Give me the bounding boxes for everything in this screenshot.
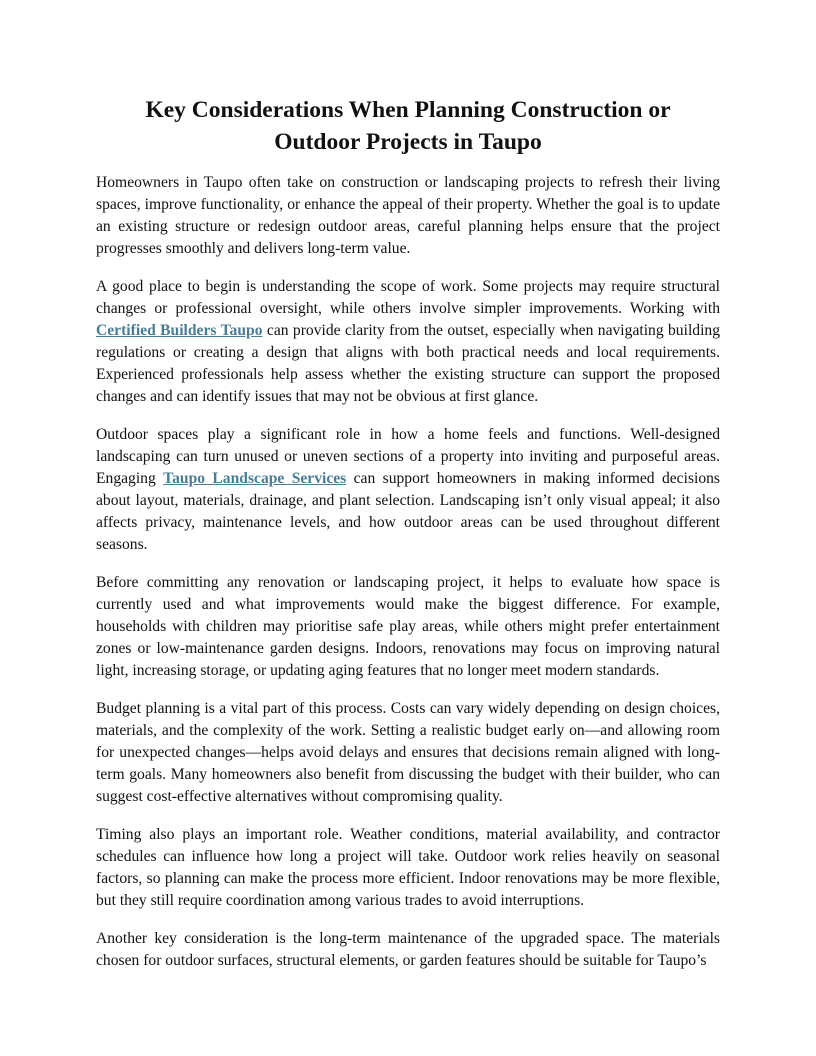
paragraph-timing: Timing also plays an important role. Weather conditions, material availability, and contractor schedules can influence how long a project will take. Outdoor work relies heavily on seasonal factors, so planning can make the process more efficient. Indoor renovations may be more flexible, but they still require coordination among various trades to avoid interruptions.	[96, 826, 720, 909]
paragraph-text-before-link: Outdoor spaces play a significant role in how a home feels and functions. Well-designed landscaping can turn unused or uneven sections of a property into inviting and purposeful areas. Engaging	[96, 426, 720, 487]
title-line-2: Outdoor Projects in Taupo	[274, 129, 542, 155]
certified-builders-link[interactable]: Certified Builders Taupo	[96, 322, 263, 339]
paragraph-text-before-link: A good place to begin is understanding the scope of work. Some projects may require structural changes or professional oversight, while others involve simpler improvements. Working with	[96, 278, 720, 317]
paragraph-budget-planning: Budget planning is a vital part of this process. Costs can vary widely depending on design choices, materials, and the complexity of the work. Setting a realistic budget early on—and allowing room for unexpected changes—helps avoid delays and ensures that decisions remain aligned with long-term goals. Many homeowners also benefit from discussing the budget with their builder, who can suggest cost-effective alternatives without compromising quality.	[96, 700, 720, 805]
paragraph-maintenance: Another key consideration is the long-term maintenance of the upgraded space. The materials chosen for outdoor surfaces, structural elements, or garden features should be suitable for Taupo’s	[96, 930, 720, 969]
paragraph-text-after-link: can support homeowners in making informed decisions about layout, materials, drainage, and plant selection. Landscaping isn’t only visual appeal; it also affects privacy, maintenance levels, and how outdoor areas can be used throughout different seasons.	[96, 470, 721, 553]
page-title	[96, 94, 720, 158]
title-line-1: Key Considerations When Planning Construction or	[145, 97, 671, 123]
paragraph-evaluate-space: Before committing any renovation or landscaping project, it helps to evaluate how space is currently used and what improvements would make the biggest difference. For example, households with children may prioritise safe play areas, while others might prefer entertainment zones or low-maintenance garden designs. Indoors, renovations may focus on improving natural light, increasing storage, or updating aging features that no longer meet modern standards.	[96, 574, 720, 679]
paragraph-outdoor-spaces	[96, 424, 720, 556]
paragraph-text-after-link: can provide clarity from the outset, especially when navigating building regulations or creating a design that aligns with both practical needs and local requirements. Experienced professionals help assess whether the existing structure can support the proposed changes and can identify issues that may not be obvious at first glance.	[96, 322, 720, 405]
landscape-services-link[interactable]: Taupo Landscape Services	[163, 470, 347, 487]
paragraph-scope-of-work	[96, 276, 720, 408]
paragraph-intro: Homeowners in Taupo often take on construction or landscaping projects to refresh their living spaces, improve functionality, or enhance the appeal of their property. Whether the goal is to update an existing structure or redesign outdoor areas, careful planning helps ensure that the project progresses smoothly and delivers long-term value.	[96, 174, 720, 257]
document-page	[96, 94, 720, 988]
